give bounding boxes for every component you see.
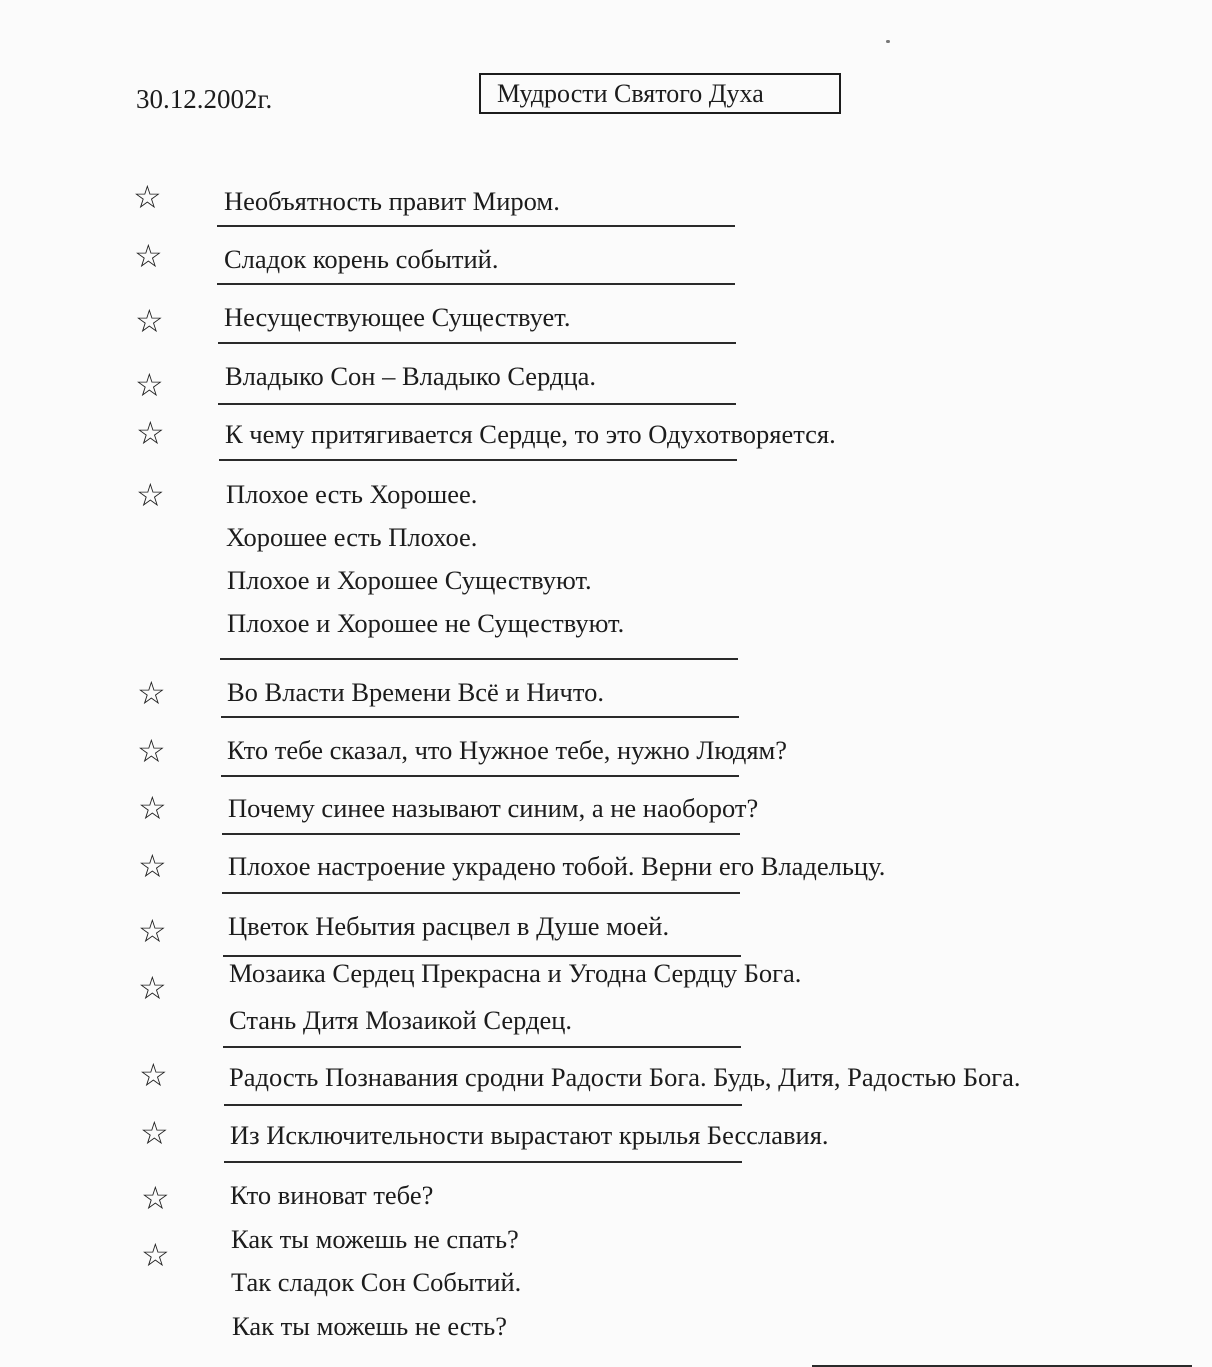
saying-line: Почему синее называют синим, а не наоборот? bbox=[228, 793, 759, 823]
separator-rule bbox=[218, 403, 736, 405]
scan-speck bbox=[886, 40, 890, 43]
saying-line: Плохое и Хорошее не Существуют. bbox=[227, 608, 625, 638]
separator-rule bbox=[218, 342, 736, 344]
saying-line: Цветок Небытия расцвел в Душе моей. bbox=[228, 911, 670, 941]
star-bullet-icon: ☆ bbox=[139, 1056, 168, 1094]
star-bullet-icon: ☆ bbox=[136, 476, 165, 514]
document-title: Мудрости Святого Духа bbox=[479, 73, 841, 114]
saying-line: Необъятность правит Миром. bbox=[224, 186, 560, 216]
star-bullet-icon: ☆ bbox=[141, 1236, 170, 1274]
star-bullet-icon: ☆ bbox=[133, 178, 162, 216]
separator-rule bbox=[222, 892, 740, 894]
star-bullet-icon: ☆ bbox=[138, 789, 167, 827]
saying-line: Владыко Сон – Владыко Сердца. bbox=[225, 361, 597, 391]
star-bullet-icon: ☆ bbox=[135, 302, 164, 340]
separator-rule bbox=[221, 716, 739, 718]
saying-line: Несуществующее Существует. bbox=[224, 302, 571, 332]
saying-line: Стань Дитя Мозаикой Сердец. bbox=[229, 1005, 573, 1035]
document-date: 30.12.2002г. bbox=[136, 84, 273, 114]
star-bullet-icon: ☆ bbox=[137, 674, 166, 712]
saying-line: Кто виноват тебе? bbox=[230, 1180, 434, 1210]
separator-rule bbox=[223, 955, 741, 957]
saying-line: Как ты можешь не спать? bbox=[231, 1224, 519, 1254]
star-bullet-icon: ☆ bbox=[141, 1179, 170, 1217]
saying-line: Радость Познавания сродни Радости Бога. Будь, Дитя, Радостью Бога. bbox=[229, 1062, 1021, 1092]
star-bullet-icon: ☆ bbox=[140, 1114, 169, 1152]
saying-line: Мозаика Сердец Прекрасна и Угодна Сердцу Бога. bbox=[229, 958, 802, 988]
separator-rule bbox=[219, 459, 737, 461]
saying-line: Из Исключительности вырастают крылья Бесславия. bbox=[230, 1120, 829, 1150]
separator-rule bbox=[223, 1046, 741, 1048]
separator-rule bbox=[221, 775, 739, 777]
saying-line: Во Власти Времени Всё и Ничто. bbox=[227, 677, 604, 707]
separator-rule bbox=[222, 833, 740, 835]
saying-line: Плохое есть Хорошее. bbox=[226, 479, 478, 509]
star-bullet-icon: ☆ bbox=[136, 414, 165, 452]
separator-rule bbox=[224, 1104, 742, 1106]
saying-line: Плохое и Хорошее Существуют. bbox=[227, 565, 592, 595]
saying-line: Так сладок Сон Событий. bbox=[231, 1267, 522, 1297]
star-bullet-icon: ☆ bbox=[137, 732, 166, 770]
saying-line: К чему притягивается Сердце, то это Одухотворяется. bbox=[225, 419, 836, 449]
separator-rule bbox=[224, 1161, 742, 1163]
saying-line: Кто тебе сказал, что Нужное тебе, нужно Людям? bbox=[227, 735, 788, 765]
saying-line: Сладок корень событий. bbox=[224, 244, 499, 274]
star-bullet-icon: ☆ bbox=[138, 847, 167, 885]
separator-rule bbox=[217, 225, 735, 227]
separator-rule bbox=[220, 658, 738, 660]
saying-line: Хорошее есть Плохое. bbox=[226, 522, 478, 552]
star-bullet-icon: ☆ bbox=[138, 969, 167, 1007]
saying-line: Плохое настроение украдено тобой. Верни его Владельцу. bbox=[228, 851, 886, 881]
star-bullet-icon: ☆ bbox=[135, 366, 164, 404]
saying-line: Как ты можешь не есть? bbox=[232, 1311, 507, 1341]
star-bullet-icon: ☆ bbox=[134, 237, 163, 275]
separator-rule bbox=[217, 283, 735, 285]
star-bullet-icon: ☆ bbox=[138, 912, 167, 950]
